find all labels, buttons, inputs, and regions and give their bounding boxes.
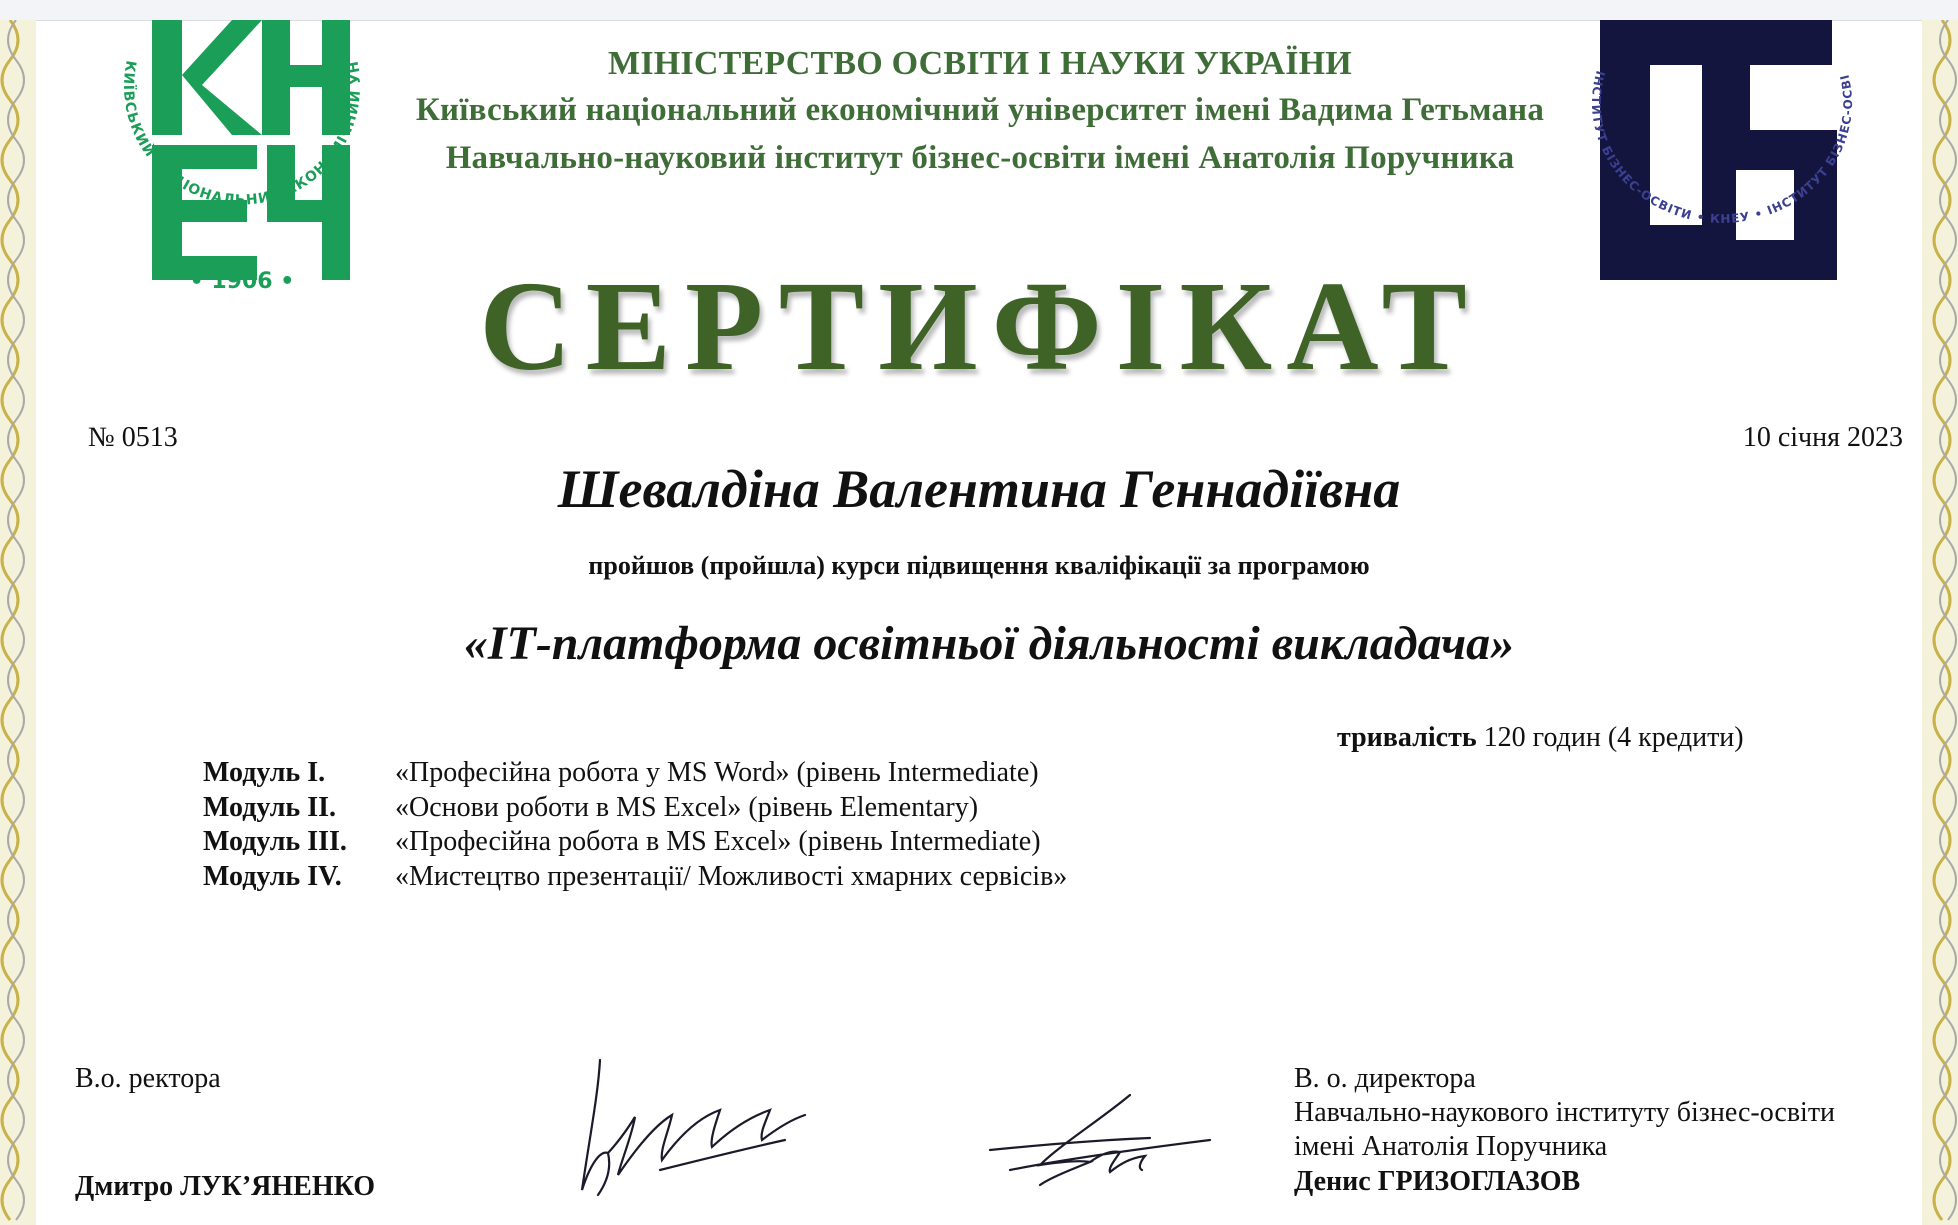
certificate-number: № 0513 (88, 422, 178, 453)
svg-text:ІНСТИТУТ БІЗНЕС-ОСВІТИ • КНЕУ: ІНСТИТУТ БІЗНЕС-ОСВІТИ • КНЕУ • ІНСТИТУТ БІЗНЕС-ОСВІ (1588, 69, 1856, 227)
viewer-top-bar (0, 0, 1958, 21)
director-name: Денис ГРИЗОГЛАЗОВ (1294, 1166, 1581, 1197)
certificate-title: СЕРТИФІКАТ (479, 255, 1481, 397)
module-text: «Мистецтво презентації/ Можливості хмарних сервісів» (395, 860, 1068, 892)
module-text: «Основи роботи в MS Excel» (рівень Elementary) (395, 791, 979, 823)
duration (1337, 722, 1744, 754)
institute-heading: Навчально-науковий інститут бізнес-освіти імені Анатолія Поручника (445, 140, 1515, 176)
duration-label: тривалість (1337, 722, 1477, 753)
module-item (203, 757, 1067, 792)
completion-statement: пройшов (пройшла) курси підвищення кваліфікації за програмою (588, 551, 1370, 580)
director-institute-line2: імені Анатолія Поручника (1294, 1131, 1608, 1162)
director-institute-line1: Навчально-наукового інституту бізнес-освіти (1294, 1097, 1836, 1128)
rector-signature (560, 1055, 820, 1205)
modules-list (203, 757, 1067, 895)
svg-text:КИЇВСЬКИЙ НАЦІОНАЛЬНИЙ ЕКОНОМІ: КИЇВСЬКИЙ НАЦІОНАЛЬНИЙ ЕКОНОМІЧНИЙ УН (119, 59, 365, 209)
kneu-logo (92, 20, 392, 295)
university-heading: Київський національний економічний університет імені Вадима Гетьмана (415, 92, 1545, 128)
ibo-logo (1562, 20, 1882, 305)
module-label: Модуль ІІІ. (203, 826, 347, 857)
module-text: «Професійна робота в MS Excel» (рівень Intermediate) (395, 826, 1041, 857)
certificate-date: 10 січня 2023 (1742, 422, 1903, 453)
module-label: Модуль І. (203, 757, 326, 788)
module-text: «Професійна робота у MS Word» (рівень Intermediate) (395, 757, 1039, 788)
director-signature (980, 1090, 1240, 1200)
ministry-heading: МІНІСТЕРСТВО ОСВІТИ І НАУКИ УКРАЇНИ (608, 45, 1352, 82)
program-title: «ІТ-платформа освітньої діяльності викладача» (463, 617, 1515, 670)
rector-name: Дмитро ЛУК’ЯНЕНКО (75, 1171, 376, 1202)
module-item (203, 792, 1067, 827)
module-item (203, 826, 1067, 861)
rector-title: В.о. ректора (75, 1063, 221, 1094)
recipient-name: Шевалдіна Валентина Геннадіївна (557, 459, 1401, 519)
director-title: В. о. директора (1294, 1063, 1476, 1094)
module-label: Модуль ІІ. (203, 791, 337, 823)
module-item (203, 861, 1067, 896)
module-label: Модуль IV. (203, 860, 342, 892)
duration-value: 120 годин (4 кредити) (1483, 722, 1744, 753)
svg-text:• 1906 •: • 1906 • (189, 269, 295, 294)
